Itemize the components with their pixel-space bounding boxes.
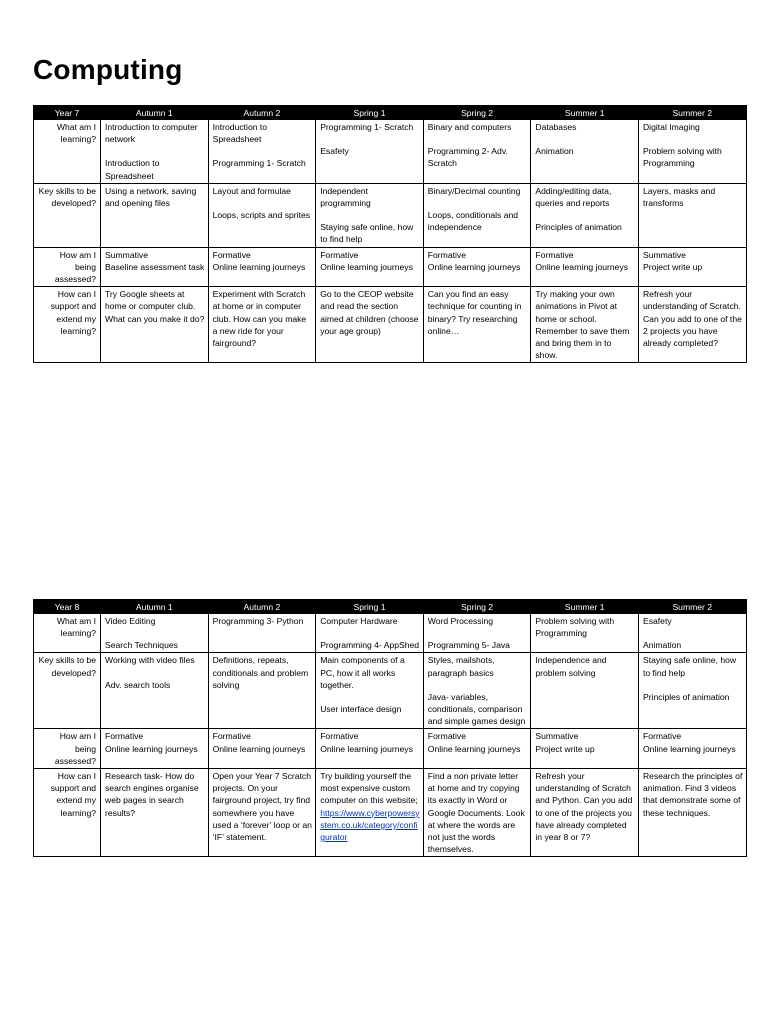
table-cell [316,183,424,247]
cell-text: Formative [427,731,466,742]
table-cell [638,287,746,363]
cell-text [320,133,420,145]
spring2-header: Spring 2 [423,106,531,120]
cell-text: Binary/Decimal counting [427,185,521,196]
cell-text: Open your Year 7 Scratch projects. On your fairground project, try find somewhere you have used a ‘forever’ loop or an ‘IF’ statement. [212,771,312,843]
cell-text: Try building yourself the most expensive custom computer on this website; [320,771,418,806]
cell-text: Online learning journeys [212,261,306,272]
table-cell [531,120,639,184]
cell-text: Esafety [642,616,672,626]
row-what-learning [34,614,747,653]
cell-text: Formative [212,731,251,742]
row-label: Key skills to be developed? [34,183,101,247]
row-label: What am I learning? [34,120,101,184]
row-key-skills [34,653,747,729]
cell-text: Try Google sheets at home or computer club. What can you make it do? [105,289,205,324]
cell-text: Layout and formulae [212,185,291,196]
cell-text: Adv. search tools [105,679,171,690]
row-label: How am I being assessed? [34,729,101,769]
year7-curriculum-table [33,105,747,363]
cell-text: Using a network, saving and opening files [105,185,197,209]
cell-text: Go to the CEOP website and read the section aimed at children (choose your age group) [320,289,419,336]
cell-text: Experiment with Scratch at home or in computer club. How can you make a new ride for your fairground? [212,289,307,349]
table-cell [316,614,424,653]
cell-text: Computer Hardware [320,616,398,626]
table-cell [208,287,316,363]
cell-text: Programming 5- Java [427,640,510,651]
table-cell [531,614,639,653]
cell-text: Formative [105,731,144,742]
cell-text: Independent programming [320,185,371,209]
table-cell [638,653,746,729]
cell-text: Online learning journeys [427,261,521,272]
table-cell [208,653,316,729]
row-what-learning [34,120,747,184]
cell-text: Introduction to Spreadsheet [212,122,268,145]
table-cell [423,287,531,363]
row-label: Key skills to be developed? [34,653,101,729]
summer2-header: Summer 2 [638,600,746,614]
cyberpower-configurator-link[interactable]: https://www.cyberpowersystem.co.uk/category/configurator [320,807,420,843]
row-label: How can I support and extend my learning? [34,287,101,363]
cell-text [213,145,313,157]
cell-text: Main components of a PC, how it all works together. [320,655,405,690]
cell-text: Animation [535,146,574,157]
cell-text: Online learning journeys [320,261,413,272]
cell-text: Styles, mailshots, paragraph basics [427,655,495,678]
cell-text: Animation [642,640,682,651]
table-cell [531,729,639,769]
cell-text: Formative [320,249,359,260]
cell-text: Formative [535,249,574,260]
table-cell [208,247,316,287]
table-cell [316,247,424,287]
table-cell [638,614,746,653]
table-cell [101,183,209,247]
cell-text: Word Processing [427,616,494,626]
cell-text: Summative [105,249,148,260]
cell-text: Programming 4- AppShed [320,640,420,651]
row-support-extend [34,769,747,857]
table-cell [208,614,316,653]
cell-text [105,145,205,157]
cell-text: Formative [427,249,466,260]
cell-text: Independence and problem solving [535,655,607,678]
cell-text [643,679,743,691]
cell-text: Formative [212,249,251,260]
cell-text: Binary and computers [427,122,512,132]
table-cell [423,614,531,653]
cell-text: Find a non private letter at home and try copying its exactly in Word or Google Documents. Look at where the words are not just the words themselves. [427,771,525,855]
table-cell [423,247,531,287]
cell-text: Staying safe online, how to find help [642,655,737,678]
table-cell [638,729,746,769]
table-cell [101,653,209,729]
row-label: How can I support and extend my learning? [34,769,101,857]
autumn2-header: Autumn 2 [208,106,316,120]
table-cell [638,183,746,247]
cell-text: Try making your own animations in Pivot at home or school. Remember to save them and bring them in to show. [535,289,630,361]
table-cell [101,729,209,769]
year-header: Year 8 [34,600,101,614]
table-cell [423,120,531,184]
cell-text: Baseline assessment task [105,261,205,272]
cell-text: Online learning journeys [427,743,521,754]
table-cell [638,769,746,857]
cell-text [535,133,635,145]
row-key-skills [34,183,747,247]
cell-text: Refresh your understanding of Scratch. Can you add to one of the 2 projects you have already completed? [642,289,742,349]
table-cell [316,769,424,857]
autumn2-header: Autumn 2 [208,600,316,614]
summer2-header: Summer 2 [638,106,746,120]
cell-text: Project write up [535,743,595,754]
summer1-header: Summer 1 [531,106,639,120]
cell-text: Online learning journeys [105,743,198,754]
cell-text [105,627,205,639]
row-support-extend [34,287,747,363]
cell-text: Staying safe online, how to find help [320,222,414,245]
table-cell [208,120,316,184]
cell-text: Project write up [642,261,703,272]
spring1-header: Spring 1 [316,106,424,120]
table-cell [101,769,209,857]
cell-text: Working with video files [105,655,195,666]
table-cell [101,287,209,363]
cell-text: Principles of animation [642,691,730,702]
table-cell [531,287,639,363]
cell-text: Digital Imaging [642,122,700,132]
table-cell [101,120,209,184]
row-assessment [34,729,747,769]
table-header-row [34,106,747,120]
cell-text: Summative [535,731,579,742]
cell-text: Programming 1- Scratch [320,122,414,132]
cell-text [320,627,420,639]
cell-text: Can you find an easy technique for counting in binary? Try researching online… [427,289,522,336]
table-cell [423,729,531,769]
cell-text: Search Techniques [105,640,178,651]
table-cell [101,247,209,287]
table-cell [531,653,639,729]
table-cell [316,729,424,769]
table-cell [316,287,424,363]
cell-text: Java- variables, conditionals, comparison and simple games design [427,691,526,727]
cell-text: Definitions, repeats, conditionals and problem solving [212,655,309,690]
cell-text: Esafety [320,146,349,157]
cell-text: Problem solving with Programming [535,616,615,639]
cell-text: Problem solving with Programming [642,146,722,169]
cell-text: Online learning journeys [642,743,736,754]
table-cell [638,120,746,184]
cell-text: Video Editing [105,616,156,626]
page-title: Computing [33,54,183,85]
cell-text [428,133,528,145]
cell-text: Online learning journeys [320,743,413,754]
cell-text [428,627,528,639]
cell-text: Programming 3- Python [212,616,304,626]
table-cell [101,614,209,653]
autumn1-header: Autumn 1 [101,600,209,614]
cell-text: Research the principles of animation. Find 3 videos that demonstrate some of these techniques. [642,771,743,818]
spring2-header: Spring 2 [423,600,531,614]
table-cell [423,183,531,247]
row-label: How am I being assessed? [34,247,101,287]
cell-text [643,627,743,639]
cell-text: Introduction to computer network [105,122,198,145]
cell-text: Formative [320,731,359,742]
summer1-header: Summer 1 [531,600,639,614]
cell-text: Online learning journeys [535,261,629,272]
autumn1-header: Autumn 1 [101,106,209,120]
cell-text [535,209,635,221]
spring1-header: Spring 1 [316,600,424,614]
cell-text: Programming 2- Adv. Scratch [427,146,508,169]
cell-text: Refresh your understanding of Scratch and Python. Can you add to one of the projects you have already completed in year 8 or 7? [535,771,633,843]
table-cell [208,183,316,247]
cell-text [428,679,528,691]
cell-text [213,197,313,209]
table-cell [531,247,639,287]
table-cell [531,769,639,857]
cell-text: Summative [642,249,686,260]
row-assessment [34,247,747,287]
table-cell [638,247,746,287]
year8-curriculum-table [33,599,747,857]
cell-text: Principles of animation [535,222,622,233]
table-cell [316,120,424,184]
cell-text: Programming 1- Scratch [212,158,306,169]
cell-text [105,667,205,679]
table-cell [423,769,531,857]
cell-text [320,691,420,703]
cell-text: Research task- How do search engines organise web pages in search results? [105,771,199,818]
cell-text: Layers, masks and transforms [642,185,716,209]
table-cell [208,729,316,769]
cell-text [643,133,743,145]
cell-text: Introduction to Spreadsheet [105,158,160,181]
cell-text: Loops, conditionals and independence [427,210,519,233]
cell-text: User interface design [320,704,402,715]
cell-text [320,209,420,221]
row-label: What am I learning? [34,614,101,653]
cell-text [428,197,528,209]
table-cell [208,769,316,857]
cell-text: Loops, scripts and sprites [212,210,311,221]
cell-text: Formative [642,731,682,742]
cell-text: Databases [535,122,577,132]
table-cell [316,653,424,729]
cell-text: Online learning journeys [212,743,306,754]
table-cell [531,183,639,247]
year-header: Year 7 [34,106,101,120]
table-header-row [34,600,747,614]
cell-text: Adding/editing data, queries and reports [535,185,612,209]
table-cell [423,653,531,729]
